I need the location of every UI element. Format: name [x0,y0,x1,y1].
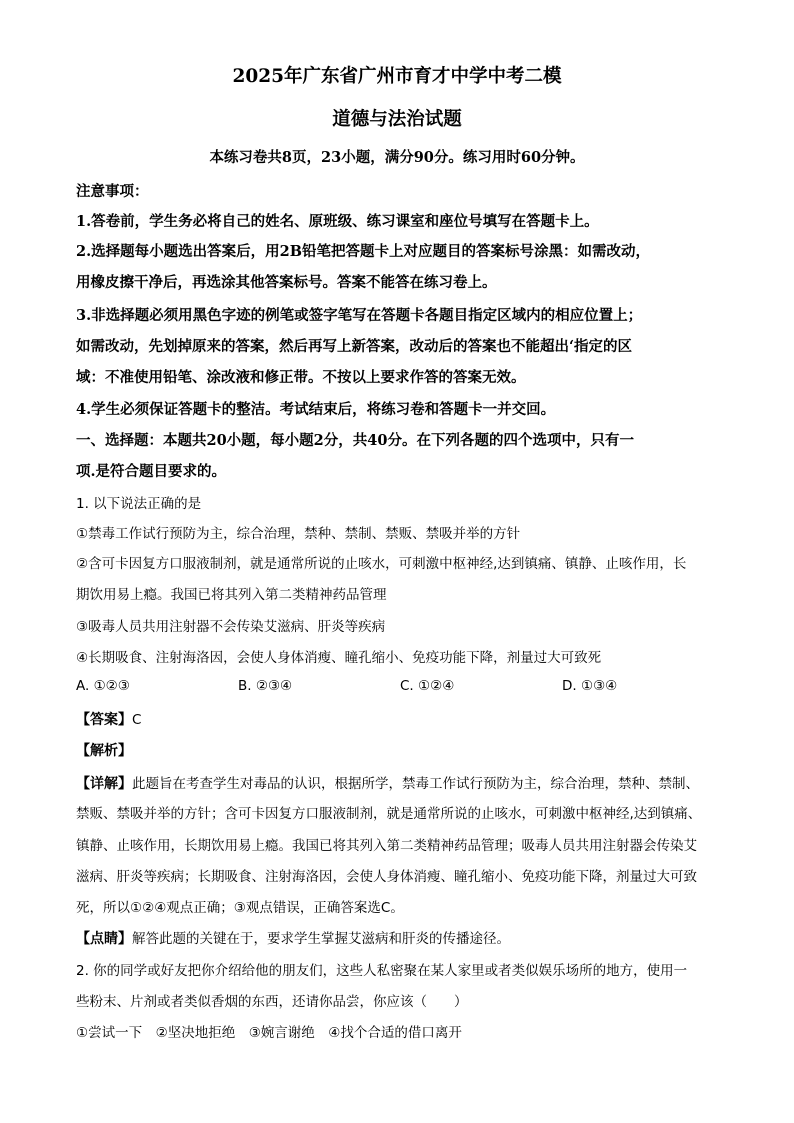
q1-option-d: D. ①③④ [562,678,618,694]
notice-line: 3.非选择题必须用黑色字迹的例笔或签字笔写在答题卡各题目指定区域内的相应位置上； [76,307,643,324]
q1-analysis-tag [76,740,716,760]
analysis-tag: 【解析】 [76,743,132,759]
q1-detail-line: 禁贩、禁吸并举的方针；含可卡因复方口服液制剂，就是通常所说的止咳水，可刺激中枢神经,达到镇痛、 [76,806,702,822]
exam-title: 2025年广东省广州市育才中学中考二模 [232,66,562,87]
comment-tag: 【点睛】 [76,931,132,947]
notice-line: 4.学生必须保证答题卡的整洁。考试结束后，将练习卷和答题卡一并交回。 [76,401,556,418]
q1-statement: 期饮用易上瘾。我国已将其列入第二类精神药品管理 [76,587,387,603]
q1-statement: ④长期吸食、注射海洛因，会使人身体消瘦、瞳孔缩小、免疫功能下降，剂量过大可致死 [76,650,602,666]
exam-info: 本练习卷共8页，23小题，满分90分。练习用时60分钟。 [209,149,585,166]
q1-detail [76,772,716,793]
q1-detail-line: 死，所以①②④观点正确；③观点错误，正确答案选C。 [76,900,404,916]
q1-option-c: C. ①②④ [400,678,455,694]
q2-stem: 2. 你的同学或好友把你介绍给他的朋友们，这些人私密聚在某人家里或者类似娱乐场所的地方，使用一 [76,963,688,979]
q2-stem: 些粉末、片剂或者类似香烟的东西，还请你品尝，你应该（ ） [76,994,468,1010]
comment-text: 解答此题的关键在于，要求学生掌握艾滋病和肝炎的传播途径。 [132,931,510,947]
q1-detail-line: 滋病、肝炎等疾病；长期吸食、注射海洛因，会使人身体消瘦、瞳孔缩小、免疫功能下降，剂量过大可致 [76,869,697,885]
q2-statements: ①尝试一下 ②坚决地拒绝 ③婉言谢绝 ④找个合适的借口离开 [76,1025,462,1041]
q1-stem: 1. 以下说法正确的是 [76,496,202,512]
q1-detail-line: 镇静、止咳作用，长期饮用易上瘾。我国已将其列入第二类精神药品管理；吸毒人员共用注射器会传染艾 [76,838,697,854]
answer-tag: 【答案】 [76,712,132,728]
section-heading: 项.是符合题目要求的。 [76,463,227,480]
notice-line: 域：不准使用铅笔、涂改液和修正带。不按以上要求作答的答案无效。 [76,369,526,386]
notice-heading: 注意事项： [76,183,149,200]
detail-tag: 【详解】 [76,776,132,792]
q1-option-a: A. ①②③ [76,678,130,694]
notice-line: 如需改动，先划掉原来的答案，然后再写上新答案，改动后的答案也不能超出‘指定的区 [76,338,633,355]
q1-comment [76,927,716,948]
notice-line: 2.选择题每小题选出答案后，用2B铅笔把答题卡上对应题目的答案标号涂黑：如需改动， [76,243,650,260]
exam-subject: 道德与法治试题 [332,109,462,130]
notice-line: 用橡皮擦干净后，再选涂其他答案标号。答案不能答在练习卷上。 [76,274,497,291]
q1-statement: ③吸毒人员共用注射器不会传染艾滋病、肝炎等疾病 [76,619,386,635]
notice-line: 1.答卷前，学生务必将自己的姓名、原班级、练习课室和座位号填写在答题卡上。 [76,213,599,230]
section-heading: 一、选择题：本题共20小题，每小题2分，共40分。在下列各题的四个选项中，只有一 [76,432,634,449]
q1-answer [76,709,716,729]
detail-text: 此题旨在考查学生对毒品的认识，根据所学，禁毒工作试行预防为主，综合治理，禁种、禁制、 [132,776,699,792]
q1-statement: ②含可卡因复方口服液制剂，就是通常所说的止咳水，可刺激中枢神经,达到镇痛、镇静、止咳作用，长 [76,556,687,572]
answer-value: C [132,712,142,728]
q1-statement: ①禁毒工作试行预防为主，综合治理，禁种、禁制、禁贩、禁吸并举的方针 [76,526,521,542]
q1-option-b: B. ②③④ [238,678,293,694]
